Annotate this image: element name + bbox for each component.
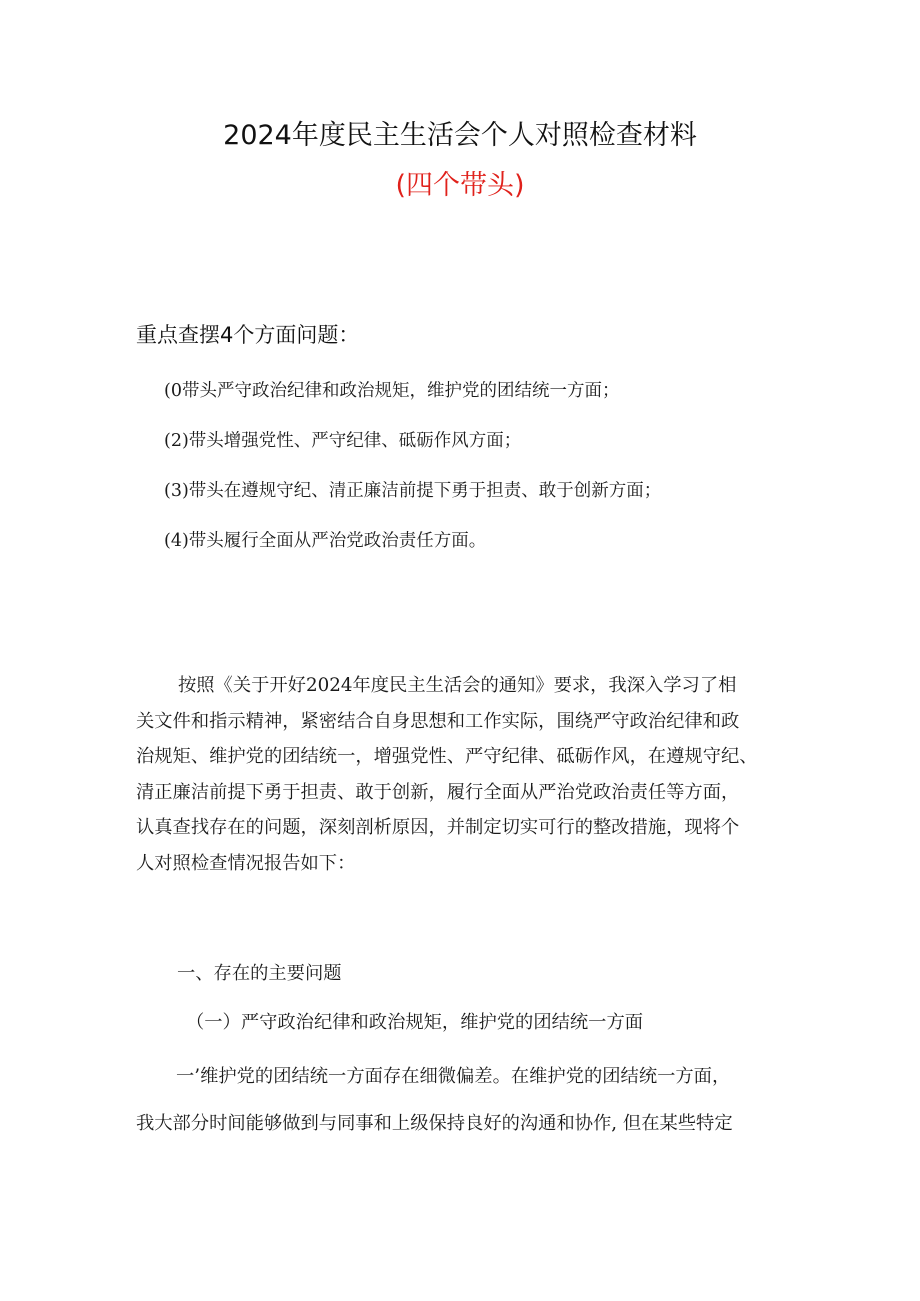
focus-item: (2)带头增强党性、严守纪律、砥砺作风方面； [164, 431, 522, 451]
subsection-heading: （一）严守政治纪律和政治规矩，维护党的团结统一方面 [186, 1012, 644, 1033]
focus-item: (0带头严守政治纪律和政治规矩，维护党的团结统一方面； [164, 381, 620, 401]
focus-list [164, 374, 661, 574]
intro-line: 清正廉洁前提下勇于担责、敢于创新，履行全面从严治党政治责任等方面， [136, 781, 740, 803]
document-subtitle: (四个带头) [395, 170, 525, 201]
point-paragraph [136, 1053, 792, 1147]
focus-item: (4)带头履行全面从严治党政治责任方面。 [164, 531, 487, 551]
intro-paragraph [136, 668, 792, 881]
intro-line: 按照《关于开好2024年度民主生活会的通知》要求，我深入学习了相 [178, 675, 737, 696]
intro-line: 认真查找存在的问题，深刻剖析原因，并制定切实可行的整改措施，现将个 [136, 817, 740, 838]
focus-heading: 重点查摆4个方面问题： [136, 323, 360, 347]
section-heading: 一、存在的主要问题 [177, 963, 342, 984]
intro-line: 关文件和指示精神，紧密结合自身思想和工作实际，围绕严守政治纪律和政 [136, 710, 740, 732]
point-line: 一’维护党的团结统一方面存在细微偏差。在维护党的团结统一方面， [176, 1066, 731, 1087]
focus-item: (3)带头在遵规守纪、清正廉洁前提下勇于担责、敢于创新方面； [164, 481, 662, 501]
intro-line: 治规矩、维护党的团结统一，增强党性、严守纪律、砥砺作风，在遵规守纪、 [136, 746, 758, 767]
point-line: 我大部分时间能够做到与同事和上级保持良好的沟通和协作, 但在某些特定 [136, 1113, 733, 1134]
intro-line: 人对照检查情况报告如下： [136, 852, 356, 874]
document-title: 2024年度民主生活会个人对照检查材料 [223, 120, 697, 151]
